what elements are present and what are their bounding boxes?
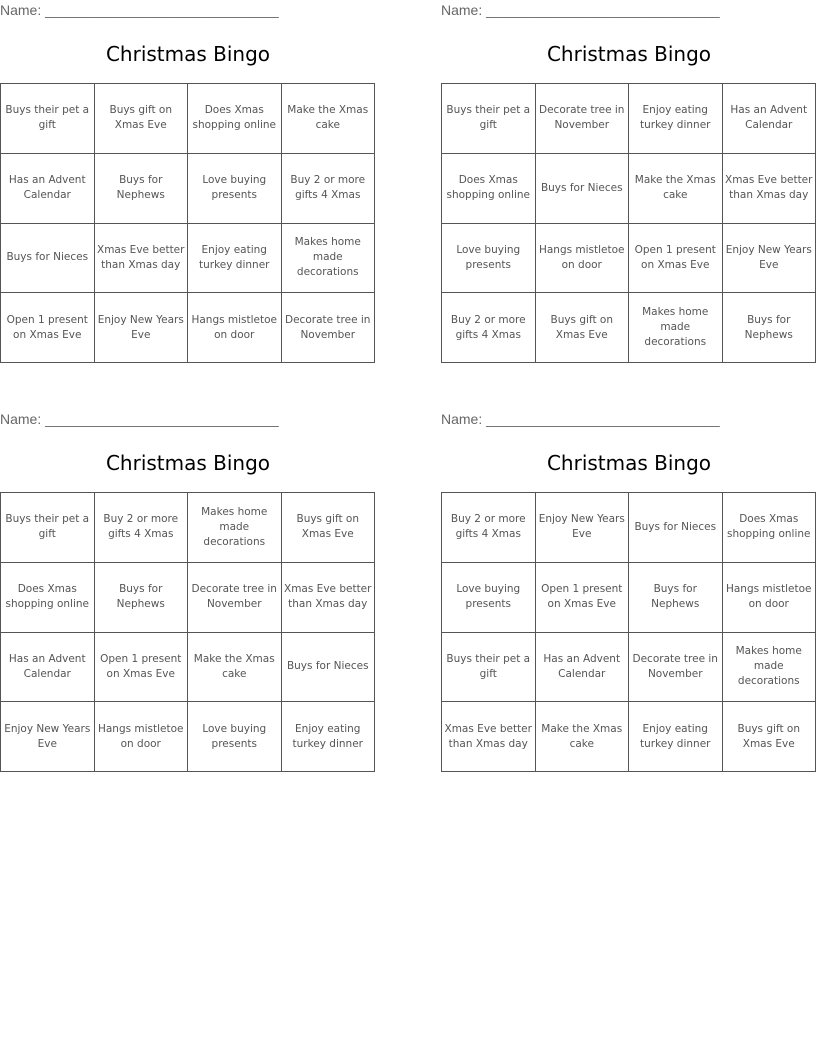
bingo-cell: Buys for Nieces — [282, 633, 376, 703]
name-line: Name: ______________________________ — [441, 411, 720, 427]
card-title: Christmas Bingo — [546, 451, 712, 475]
bingo-cell: Decorate tree in November — [536, 84, 630, 154]
bingo-cell: Buy 2 or more gifts 4 Xmas — [442, 493, 536, 563]
bingo-cell: Xmas Eve better than Xmas day — [442, 702, 536, 772]
bingo-cell: Makes home made decorations — [282, 224, 376, 294]
bingo-cell: Buys their pet a gift — [442, 84, 536, 154]
bingo-cell: Does Xmas shopping online — [1, 563, 95, 633]
bingo-cell: Has an Advent Calendar — [723, 84, 816, 154]
bingo-cell: Open 1 present on Xmas Eve — [629, 224, 723, 294]
bingo-cell: Buys for Nephews — [723, 293, 816, 363]
bingo-cell: Open 1 present on Xmas Eve — [1, 293, 95, 363]
bingo-cell: Buy 2 or more gifts 4 Xmas — [442, 293, 536, 363]
bingo-cell: Buys their pet a gift — [1, 493, 95, 563]
card-title: Christmas Bingo — [546, 42, 712, 66]
bingo-cell: Has an Advent Calendar — [1, 154, 95, 224]
bingo-cell: Xmas Eve better than Xmas day — [723, 154, 816, 224]
bingo-cell: Does Xmas shopping online — [723, 493, 816, 563]
bingo-cell: Enjoy New Years Eve — [723, 224, 816, 294]
bingo-cell: Decorate tree in November — [188, 563, 282, 633]
bingo-cell: Enjoy eating turkey dinner — [629, 84, 723, 154]
bingo-cell: Enjoy eating turkey dinner — [282, 702, 376, 772]
bingo-cell: Buy 2 or more gifts 4 Xmas — [282, 154, 376, 224]
bingo-cell: Open 1 present on Xmas Eve — [95, 633, 189, 703]
bingo-cell: Makes home made decorations — [723, 633, 816, 703]
bingo-cell: Buy 2 or more gifts 4 Xmas — [95, 493, 189, 563]
bingo-cell: Makes home made decorations — [629, 293, 723, 363]
bingo-cell: Hangs mistletoe on door — [723, 563, 816, 633]
bingo-cell: Enjoy New Years Eve — [1, 702, 95, 772]
bingo-cell: Xmas Eve better than Xmas day — [95, 224, 189, 294]
bingo-cell: Does Xmas shopping online — [442, 154, 536, 224]
bingo-grid — [0, 492, 375, 772]
bingo-cell: Buys for Nephews — [95, 154, 189, 224]
card-title: Christmas Bingo — [105, 42, 271, 66]
bingo-cell: Buys for Nieces — [629, 493, 723, 563]
bingo-cell: Buys gift on Xmas Eve — [282, 493, 376, 563]
bingo-cell: Open 1 present on Xmas Eve — [536, 563, 630, 633]
bingo-cell: Enjoy eating turkey dinner — [629, 702, 723, 772]
bingo-cell: Buys gift on Xmas Eve — [723, 702, 816, 772]
bingo-cell: Hangs mistletoe on door — [95, 702, 189, 772]
bingo-cell: Buys for Nieces — [536, 154, 630, 224]
bingo-cell: Make the Xmas cake — [282, 84, 376, 154]
bingo-cell: Buys for Nephews — [95, 563, 189, 633]
bingo-cell: Decorate tree in November — [282, 293, 376, 363]
bingo-cell: Buys for Nephews — [629, 563, 723, 633]
bingo-cell: Has an Advent Calendar — [1, 633, 95, 703]
name-line: Name: ______________________________ — [0, 2, 279, 18]
bingo-cell: Love buying presents — [188, 702, 282, 772]
bingo-cell: Buys their pet a gift — [442, 633, 536, 703]
card-title: Christmas Bingo — [105, 451, 271, 475]
bingo-cell: Makes home made decorations — [188, 493, 282, 563]
bingo-cell: Make the Xmas cake — [629, 154, 723, 224]
bingo-cell: Hangs mistletoe on door — [536, 224, 630, 294]
bingo-cell: Love buying presents — [442, 224, 536, 294]
bingo-cell: Buys gift on Xmas Eve — [95, 84, 189, 154]
bingo-cell: Enjoy eating turkey dinner — [188, 224, 282, 294]
bingo-cell: Buys gift on Xmas Eve — [536, 293, 630, 363]
bingo-cell: Buys their pet a gift — [1, 84, 95, 154]
bingo-cell: Decorate tree in November — [629, 633, 723, 703]
bingo-cell: Buys for Nieces — [1, 224, 95, 294]
bingo-cell: Xmas Eve better than Xmas day — [282, 563, 376, 633]
bingo-cell: Hangs mistletoe on door — [188, 293, 282, 363]
bingo-cell: Enjoy New Years Eve — [95, 293, 189, 363]
bingo-cell: Make the Xmas cake — [188, 633, 282, 703]
name-line: Name: ______________________________ — [0, 411, 279, 427]
bingo-cell: Has an Advent Calendar — [536, 633, 630, 703]
bingo-cell: Love buying presents — [188, 154, 282, 224]
bingo-grid — [0, 83, 375, 363]
bingo-grid — [441, 492, 816, 772]
bingo-cell: Enjoy New Years Eve — [536, 493, 630, 563]
bingo-grid — [441, 83, 816, 363]
name-line: Name: ______________________________ — [441, 2, 720, 18]
bingo-cell: Love buying presents — [442, 563, 536, 633]
bingo-cell: Make the Xmas cake — [536, 702, 630, 772]
bingo-cell: Does Xmas shopping online — [188, 84, 282, 154]
